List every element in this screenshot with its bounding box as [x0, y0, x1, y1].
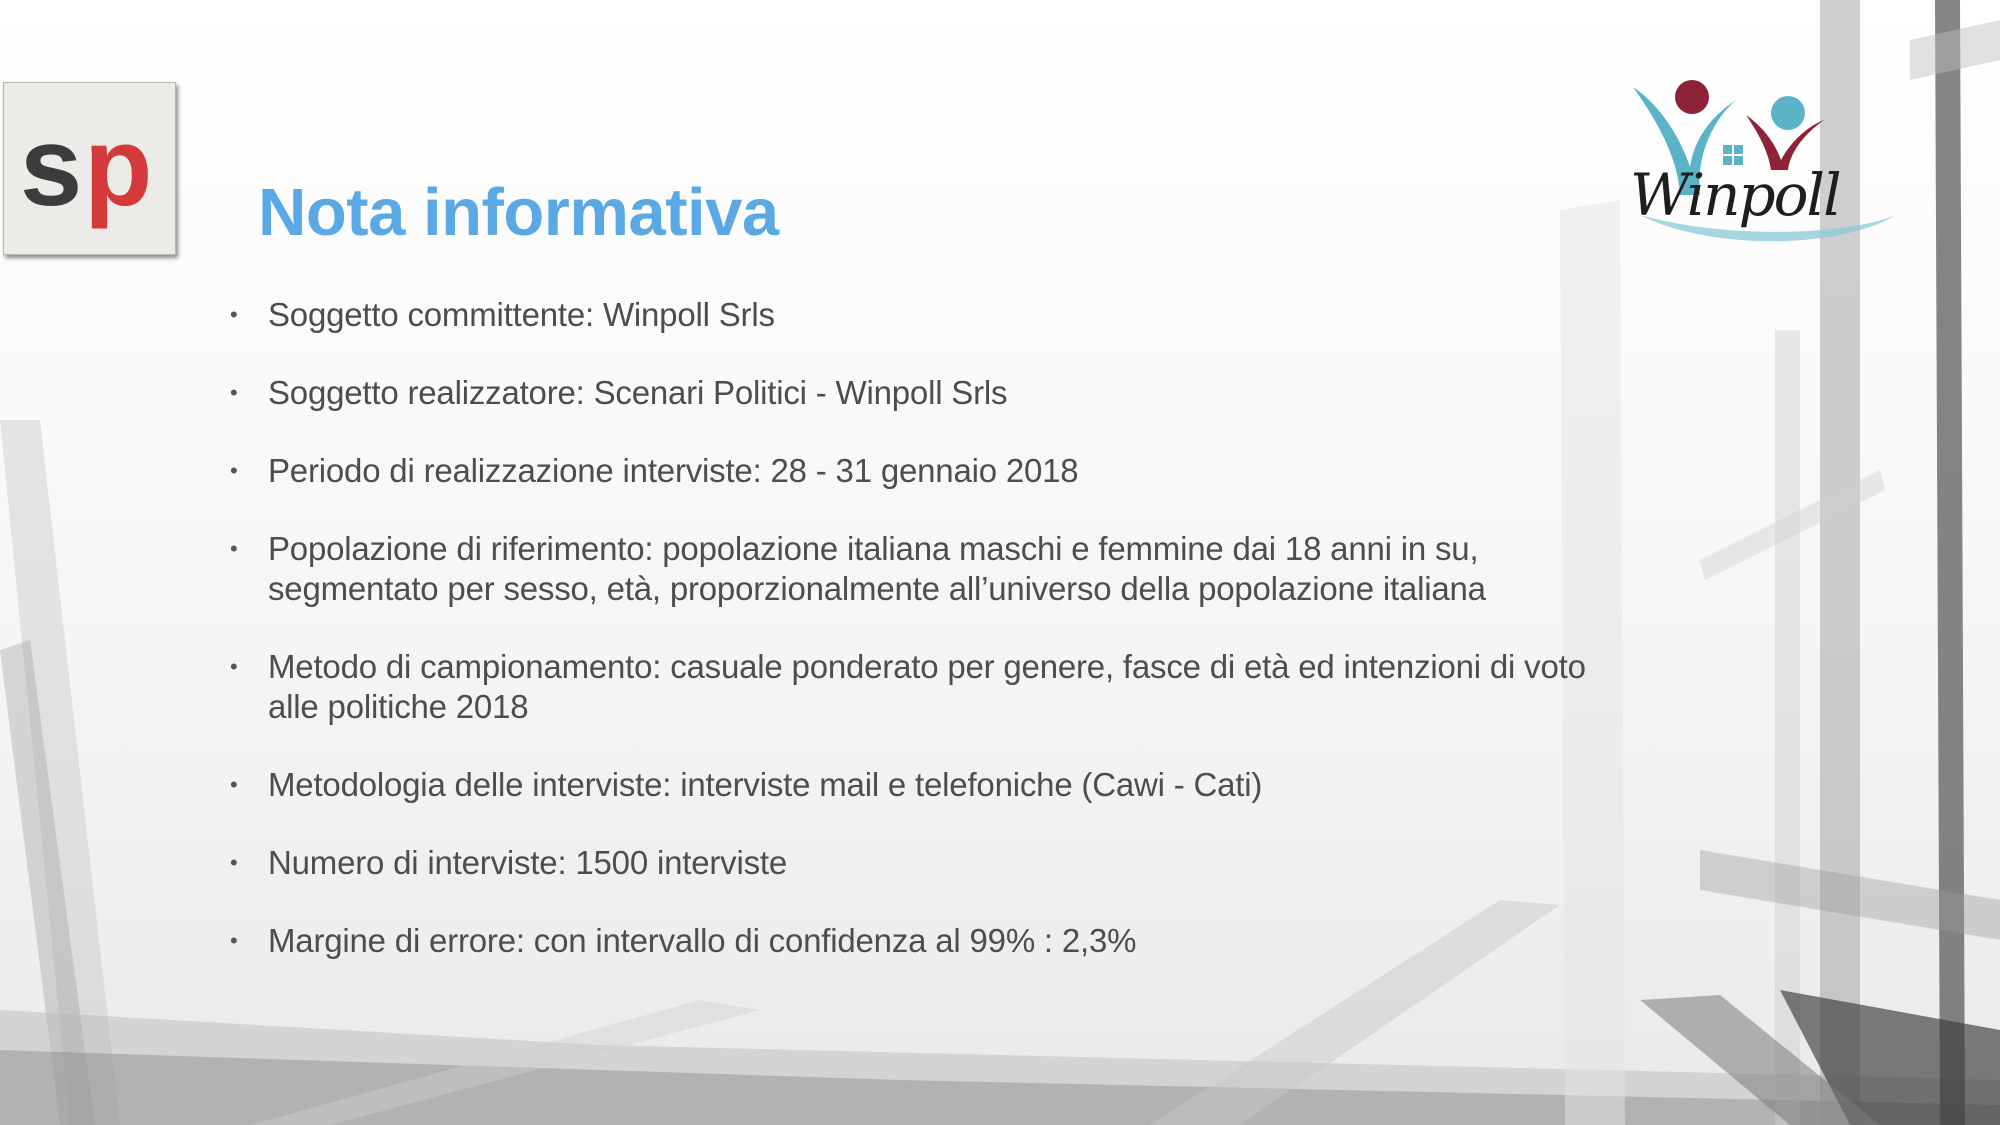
- bullet-marker: •: [230, 928, 238, 953]
- bullet-marker: •: [230, 536, 238, 561]
- bullet-text: Popolazione di riferimento: popolazione italiana maschi e femmine dai 18 anni in su, segmentato per sesso, età, proporzionalmente all’universo della popolazione italiana: [268, 530, 1486, 607]
- bullet-marker: •: [230, 458, 238, 483]
- bullet-item-numero: [226, 843, 1616, 883]
- sp-logo-icon: [4, 83, 175, 254]
- bullet-item-metodologia: [226, 765, 1616, 805]
- bullet-text: Soggetto realizzatore: Scenari Politici - Winpoll Srls: [268, 374, 1008, 411]
- bullet-item-popolazione: [226, 529, 1616, 609]
- bullet-marker: •: [230, 654, 238, 679]
- sp-logo: [3, 82, 176, 255]
- bullet-marker: •: [230, 772, 238, 797]
- bullet-text: Soggetto committente: Winpoll Srls: [268, 296, 775, 333]
- sp-logo-letter-s: s: [20, 104, 83, 229]
- sp-logo-letter-p: p: [84, 104, 153, 229]
- bullet-text: Periodo di realizzazione interviste: 28 - 31 gennaio 2018: [268, 452, 1079, 489]
- bullet-text: Metodo di campionamento: casuale ponderato per genere, fasce di età ed intenzioni di voto alle politiche 2018: [268, 648, 1586, 725]
- bullet-marker: •: [230, 302, 238, 327]
- bullet-marker: •: [230, 380, 238, 405]
- bullet-item-campionamento: [226, 647, 1616, 727]
- bullet-list: [226, 295, 1616, 999]
- bullet-item-periodo: [226, 451, 1616, 491]
- winpoll-wordmark: Winpoll: [1630, 161, 1840, 229]
- page-title: Nota informativa: [258, 175, 779, 250]
- bullet-item-realizzatore: [226, 373, 1616, 413]
- bullet-item-margine: [226, 921, 1616, 961]
- bullet-marker: •: [230, 850, 238, 875]
- bullet-text: Numero di interviste: 1500 interviste: [268, 844, 788, 881]
- bullet-text: Margine di errore: con intervallo di confidenza al 99% : 2,3%: [268, 922, 1137, 959]
- winpoll-logo-icon: [1618, 75, 1904, 245]
- bullet-item-committente: [226, 295, 1616, 335]
- winpoll-logo: [1618, 75, 1904, 245]
- bullet-text: Metodologia delle interviste: interviste mail e telefoniche (Cawi - Cati): [268, 766, 1263, 803]
